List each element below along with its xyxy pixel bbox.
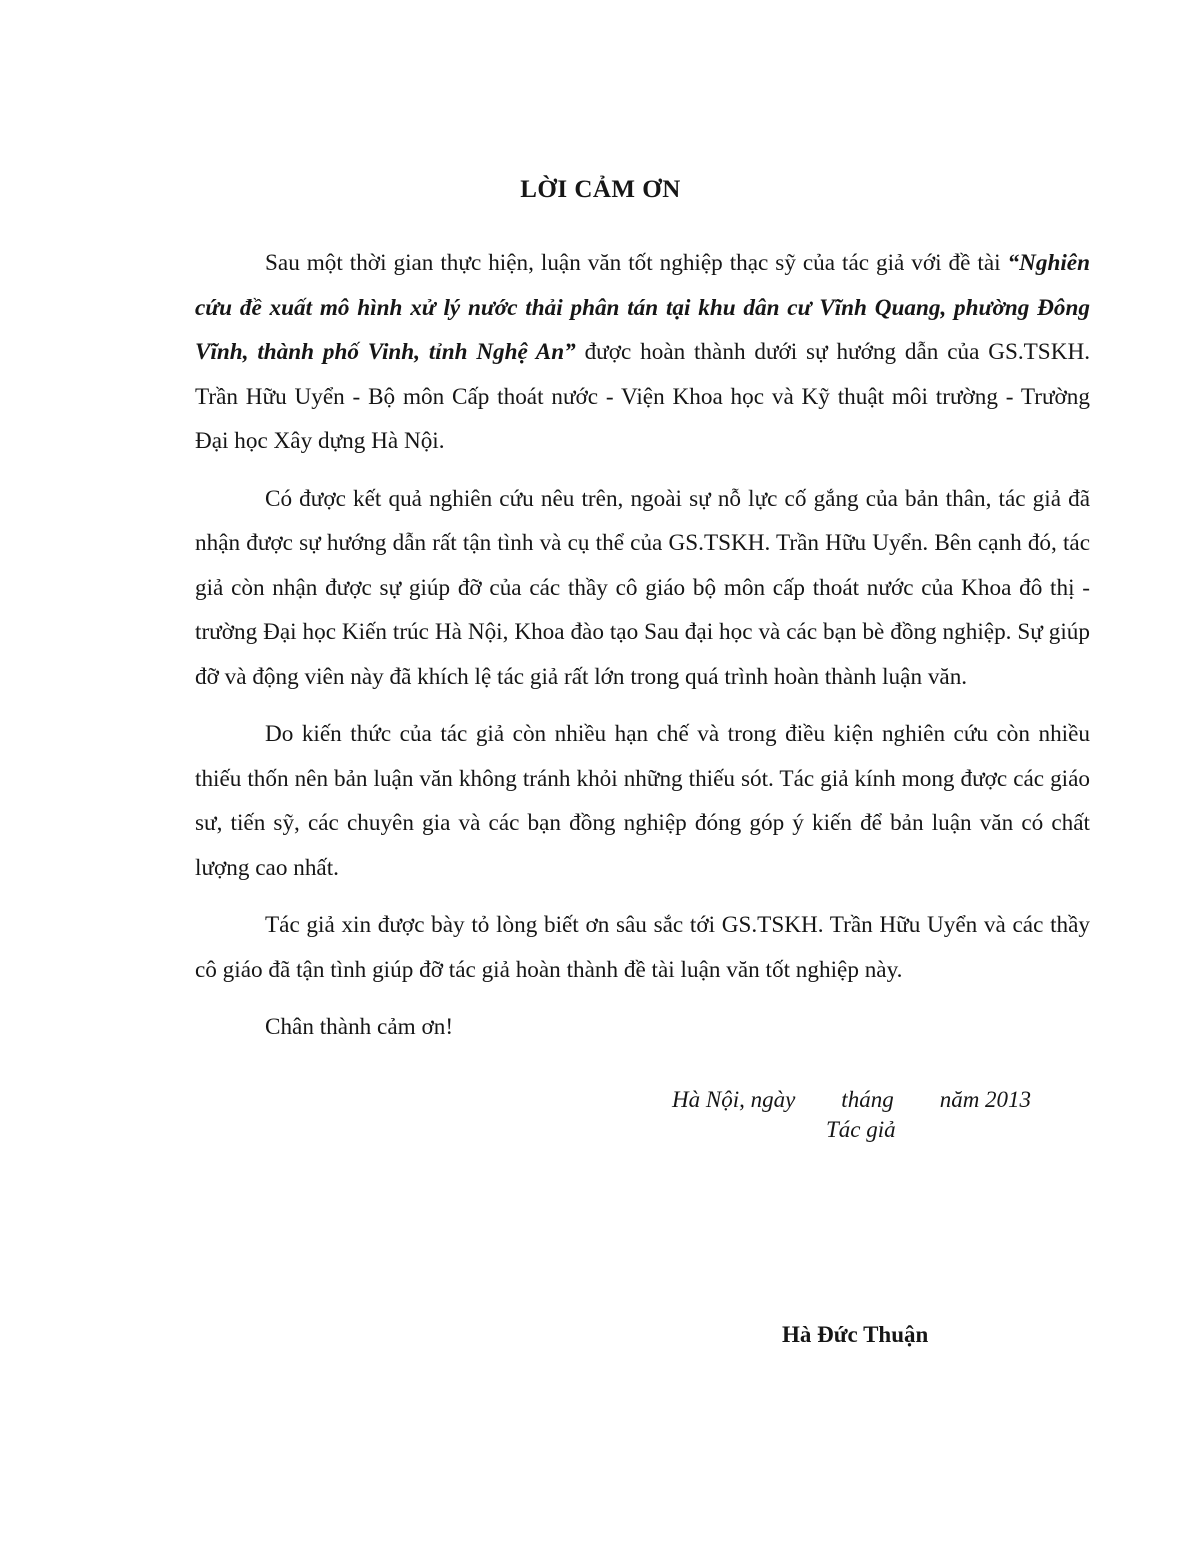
body-text: [195, 241, 1090, 1063]
paragraph-1-rest: được hoàn thành dưới sự hướng dẫn của GS.TSKH. Trần Hữu Uyển - Bộ môn Cấp thoát nước - Viện Khoa học và Kỹ thuật môi trường - Trường Đại học Xây dựng Hà Nội.: [195, 339, 1090, 454]
author-name: Hà Đức Thuận: [782, 1322, 929, 1347]
paragraph-3: Do kiến thức của tác giả còn nhiều hạn chế và trong điều kiện nghiên cứu còn nhiều thiếu thốn nên bản luận văn không tránh khỏi những thiếu sót. Tác giả kính mong được các giáo sư, tiến sỹ, các chuyên gia và các bạn đồng nghiệp đóng góp ý kiến để bản luận văn có chất lượng cao nhất.: [195, 721, 1090, 881]
paragraph-1: [195, 241, 1090, 464]
thesis-title: “Nghiên cứu đề xuất mô hình xử lý nước thải phân tán tại khu dân cư Vĩnh Quang, phường Đông Vĩnh, thành phố Vinh, tỉnh Nghệ An”: [195, 250, 1090, 365]
date-line: Hà Nội, ngày tháng năm 2013: [672, 1087, 1032, 1112]
paragraph-4: Tác giả xin được bày tỏ lòng biết ơn sâu sắc tới GS.TSKH. Trần Hữu Uyển và các thầy cô giáo đã tận tình giúp đỡ tác giả hoàn thành đề tài luận văn tốt nghiệp này.: [195, 912, 1090, 983]
paragraph-1-intro: Sau một thời gian thực hiện, luận văn tốt nghiệp thạc sỹ của tác giả với đề tài: [265, 250, 1008, 276]
page-title: LỜI CẢM ƠN: [520, 176, 681, 203]
paragraph-2: Có được kết quả nghiên cứu nêu trên, ngoài sự nỗ lực cố gắng của bản thân, tác giả đã nhận được sự hướng dẫn rất tận tình và cụ thể của GS.TSKH. Trần Hữu Uyển. Bên cạnh đó, tác giả còn nhận được sự giúp đỡ của các thầy cô giáo bộ môn cấp thoát nước của Khoa đô thị - trường Đại học Kiến trúc Hà Nội, Khoa đào tạo Sau đại học và các bạn bè đồng nghiệp. Sự giúp đỡ và động viên này đã khích lệ tác giả rất lớn trong quá trình hoàn thành luận văn.: [195, 485, 1090, 690]
author-role: Tác giả: [826, 1117, 896, 1142]
closing-line: Chân thành cảm ơn!: [265, 1014, 454, 1040]
